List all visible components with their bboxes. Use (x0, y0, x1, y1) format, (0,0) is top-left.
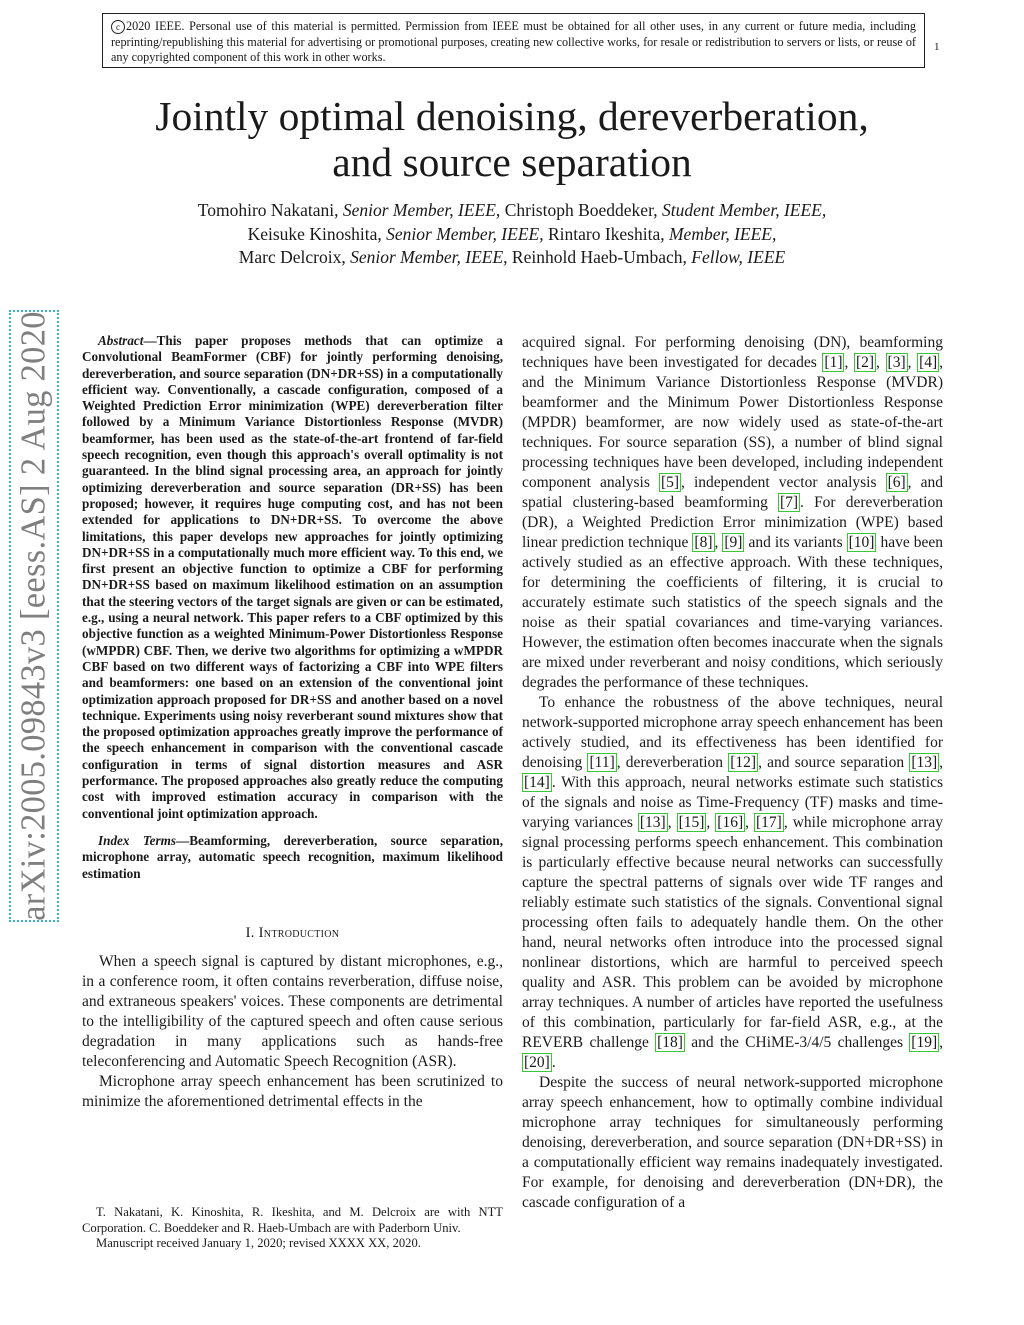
citation-link[interactable]: [1] (824, 354, 843, 371)
copyright-notice (102, 13, 925, 68)
paragraph-text: , (939, 1034, 943, 1051)
author-role: Student Member, IEEE, (661, 200, 827, 220)
author-name: Tomohiro Nakatani, (197, 200, 339, 220)
page-number: 1 (934, 41, 940, 53)
citation-link[interactable]: [11] (589, 754, 615, 771)
index-terms (82, 833, 503, 882)
intro-paragraph-4 (522, 693, 943, 1073)
right-column (522, 333, 943, 1213)
author-name: Marc Delcroix, (238, 247, 346, 267)
citation-link[interactable]: [8] (694, 534, 713, 551)
copyright-symbol: c (111, 20, 125, 34)
index-terms-lead: Index Terms (98, 832, 177, 848)
author-role: Senior Member, IEEE, (386, 223, 544, 244)
paragraph-text: , while microphone array signal processing performs speech enhancement. This combination is particularly effective because neural networks can successfully capture the spectral patterns of signals over wide TF ranges and reliably estimate such statistics of the signals. Conventional signal processing often fails to adequately handle them. On the other hand, neural networks often introduce into the processed signal nonlinear distortions, which are harmful to perceived speech quality and ASR. This problem can be avoided by microphone array techniques. A number of articles have reported the usefulness of this combination, particularly for far-field ASR, e.g., at the REVERB challenge (522, 814, 943, 1051)
paragraph-text: , and the Minimum Variance Distortionless Response (MVDR) beamformer and the Minimum Power Distortionless Response (MPDR) beamformer, are now widely used as state-of-the-art techniques. For source separation (SS), a number of blind signal processing techniques have been developed, including independent component analysis (522, 354, 944, 491)
paragraph-text: , (714, 534, 723, 551)
paragraph-text: , (907, 354, 918, 371)
intro-paragraph-1: When a speech signal is captured by distant microphones, e.g., in a conference room, it often contains reverberation, diffuse noise, and extraneous speakers' voices. These components are detrimental to the intelligibility of the captured speech and often cause serious degradation in many applications such as hands-free teleconferencing and Automatic Speech Recognition (ASR). (82, 952, 503, 1070)
citation-link[interactable]: [16] (717, 814, 744, 831)
abstract-text: —This paper proposes methods that can optimize a Convolutional BeamFormer (CBF) for jointly performing denoising, dereverberation, and source separation (DN+DR+SS) in a computationally efficient way. Conventionally, a cascade configuration, composed of a Weighted Prediction Error minimization (WPE) dereverberation filter followed by a Minimum Variance Distortionless Response (MVDR) beamformer, has been used as the state-of-the-art frontend of far-field speech recognition, even though this approach's overall optimality is not guaranteed. In the blind signal processing area, an approach for jointly optimizing dereverberation and source separation (DR+SS) has been proposed; however, it requires huge computing cost, and has not been extended for applications to DN+DR+SS. To overcome the above limitations, this paper develops new approaches for jointly optimizing DN+DR+SS in a computationally much more efficient way. To this end, we first present an objective function to optimize a CBF for performing DN+DR+SS based on maximum likelihood estimation on an assumption that the steering vectors of the target signals are given or can be estimated, e.g., using a neural network. This paper refers to a CBF optimized by this objective function as a weighted Minimum-Power Distortionless Response (wMPDR) CBF. Then, we derive two algorithms for optimizing a wMPDR CBF based on two different ways of factorizing a CBF into WPE filters and beamformers: one based on an extension of the conventional joint optimization approach proposed for DR+SS and another based on a novel technique. Experiments using noisy reverberant sound mixtures show that the proposed optimization approaches greatly improve the performance of the speech enhancement in comparison with the conventional cascade configuration in terms of signal distortion measures and ASR performance. The proposed approaches also greatly reduce the computing cost with improved estimation accuracy in comparison with the conventional joint optimization approach. (82, 333, 503, 821)
citation-link[interactable]: [14] (524, 774, 550, 791)
paragraph-text: , dereverberation (616, 754, 729, 771)
abstract (82, 333, 503, 822)
paragraph-text: , independent vector analysis (681, 474, 886, 491)
citation-link[interactable]: [13] (639, 814, 666, 831)
citation-link[interactable]: [19] (911, 1034, 938, 1051)
left-column (82, 333, 503, 1112)
paragraph-text: . For dereverberation (DR), a Weighted Prediction Error minimization (WPE) based linear prediction technique (522, 494, 943, 551)
citation-link[interactable]: [7] (779, 494, 799, 511)
paragraph-text: . (551, 1054, 556, 1071)
section-title: Introduction (258, 924, 340, 941)
footnote (82, 1205, 503, 1252)
citation-link[interactable]: [2] (855, 354, 875, 371)
citation-link[interactable]: [6] (887, 474, 906, 491)
paragraph-text: , (667, 814, 677, 831)
citation-link[interactable]: [20] (524, 1054, 550, 1071)
citation-link[interactable]: [15] (678, 814, 705, 831)
citation-link[interactable]: [17] (755, 814, 782, 831)
author-name: Christoph Boeddeker, (504, 200, 658, 220)
intro-paragraph-3 (522, 333, 943, 693)
title-line-1: Jointly optimal denoising, dereverberation, (155, 93, 869, 139)
paragraph-text: have been actively studied as an effective approach. With these techniques, for determining the coefficients of filtering, it is crucial to accurately estimate such statistics of the speech signals and the noise as their spatial covariances and time-varying variances. However, the estimation often becomes inaccurate when the signals are mixed under reverberant and noisy conditions, which seriously degrades the performance of these techniques. (522, 534, 943, 691)
citation-link[interactable]: [5] (660, 474, 680, 491)
author-name: Reinhold Haeb-Umbach, (511, 247, 687, 267)
paragraph-text: , and spatial clustering-based beamforming (522, 474, 943, 511)
paragraph-text: and its variants (744, 534, 847, 551)
paragraph-text: acquired signal. For performing denoising (DN), beamforming techniques have been investigated for decades (522, 334, 943, 371)
paragraph-text: , (745, 814, 754, 831)
citation-link[interactable]: [9] (724, 534, 743, 551)
author-role: Fellow, IEEE (691, 247, 786, 267)
author-role: Senior Member, IEEE, (342, 200, 501, 220)
footnote-manuscript: Manuscript received January 1, 2020; revised XXXX XX, 2020. (96, 1236, 421, 1250)
citation-link[interactable]: [3] (887, 354, 906, 371)
arxiv-identifier[interactable]: arXiv:2005.09843v3 [eess.AS] 2 Aug 2020 (14, 311, 53, 921)
citation-link[interactable]: [10] (848, 534, 875, 551)
paragraph-text: . With this approach, neural networks estimate such statistics of the signals and noise as Time-Frequency (TF) masks and time-varying variances (522, 774, 943, 831)
author-list (112, 199, 912, 270)
author-role: Member, IEEE, (668, 223, 777, 244)
intro-paragraph-2: Microphone array speech enhancement has been scrutinized to minimize the aforementioned detrimental effects in the (82, 1072, 503, 1110)
paragraph-text: , (939, 754, 944, 771)
paragraph-text: , and source separation (758, 754, 910, 771)
citation-link[interactable]: [4] (919, 354, 938, 371)
paper-title (112, 93, 912, 185)
abstract-lead: Abstract (98, 333, 144, 348)
section-number: I. (245, 924, 255, 941)
index-terms-text: —Beamforming, dereverberation, source separation, microphone array, automatic speech recognition, maximum likelihood estimation (82, 832, 503, 881)
footnote-affiliations: T. Nakatani, K. Kinoshita, R. Ikeshita, and M. Delcroix are with NTT Corporation. C. Boeddeker and R. Haeb-Umbach are with Paderborn Univ. (82, 1205, 503, 1235)
paragraph-text: , (876, 354, 886, 371)
paragraph-text: Despite the success of neural network-supported microphone array speech enhancement, how to optimally combine individual microphone array techniques for simultaneously performing denoising, dereverberation, and source separation (DN+DR+SS) in a computationally efficient way remains inadequately investigated. For example, for denoising and dereverberation (DN+DR), the cascade configuration of a (522, 1074, 943, 1211)
paragraph-text: , (844, 354, 854, 371)
title-line-2: and source separation (332, 139, 692, 185)
paragraph-text: and the CHiME-3/4/5 challenges (684, 1034, 910, 1051)
citation-link[interactable]: [12] (730, 754, 757, 771)
paragraph-text: , (706, 814, 716, 831)
copyright-text: 2020 IEEE. Personal use of this material is permitted. Permission from IEEE must be obtained for all other uses, in any current or future media, including reprinting/republishing this material for advertising or promotional purposes, creating new collective works, for resale or redistribution to servers or lists, or reuse of any copyrighted component of this work in other works. (111, 19, 916, 64)
citation-link[interactable]: [13] (911, 754, 938, 771)
intro-paragraph-5 (522, 1073, 943, 1213)
author-role: Senior Member, IEEE, (350, 247, 508, 267)
author-name: Rintaro Ikeshita, (547, 223, 665, 244)
section-heading (82, 925, 503, 942)
author-name: Keisuke Kinoshita, (247, 223, 382, 244)
paragraph-text: To enhance the robustness of the above techniques, neural network-supported microphone array speech enhancement has been actively studied, and its effectiveness has been identified for denoising (522, 694, 943, 771)
citation-link[interactable]: [18] (657, 1034, 683, 1051)
